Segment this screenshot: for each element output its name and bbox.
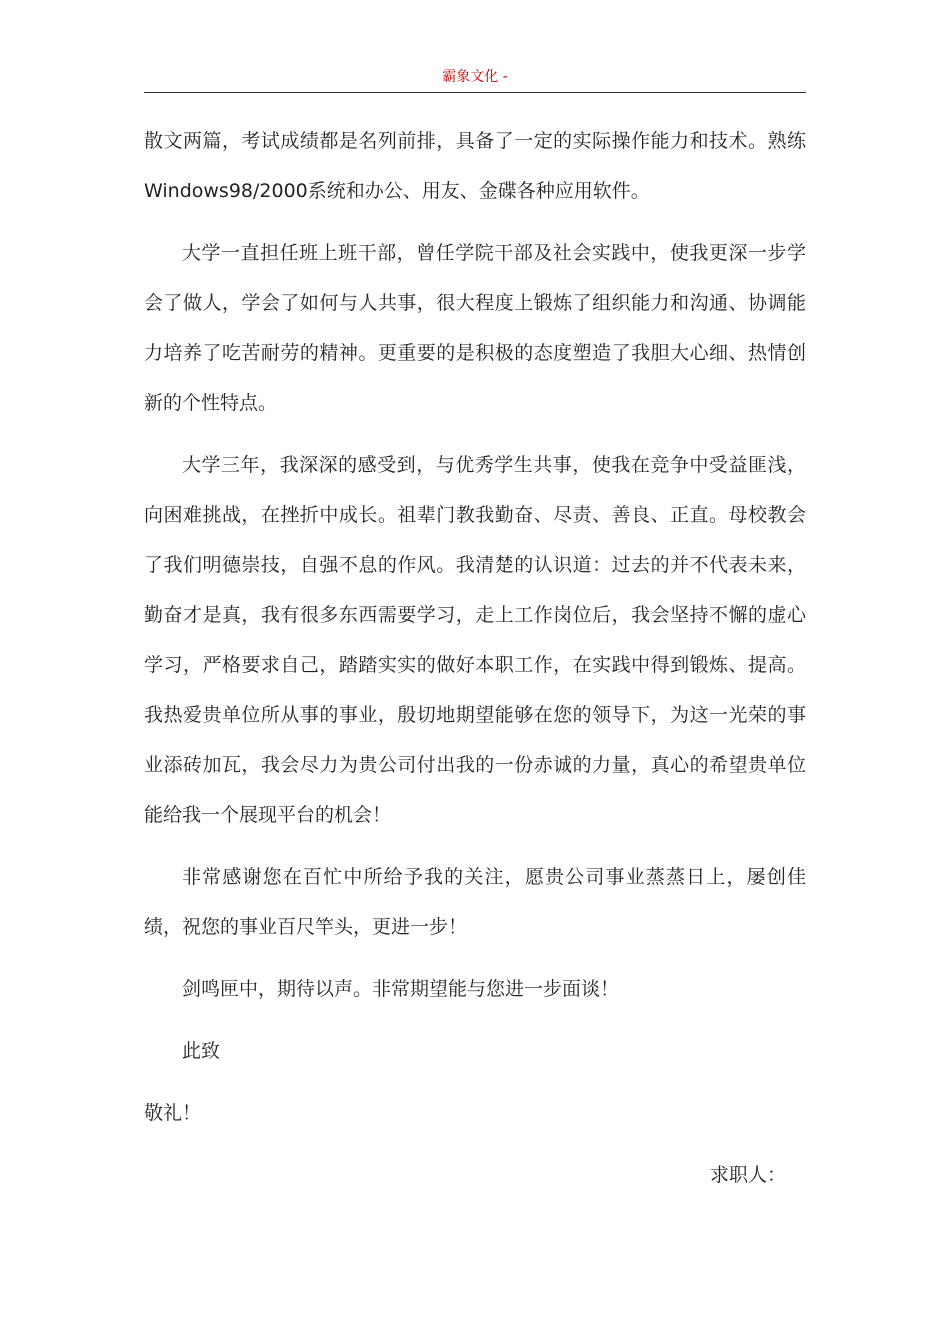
header-title: 霸象文化 - <box>442 69 508 85</box>
paragraph-thanks: 非常感谢您在百忙中所给予我的关注，愿贵公司事业蒸蒸日上，屡创佳绩，祝您的事业百尺竿头，更进一步！ <box>144 866 806 938</box>
paragraph-leadership: 大学一直担任班上班干部，曾任学院干部及社会实践中，使我更深一步学会了做人，学会了如何与人共事，很大程度上锻炼了组织能力和沟通、协调能力培养了吃苦耐劳的精神。更重要的是积极的态度塑造了我胆大心细、热情创新的个性特点。 <box>144 242 806 414</box>
paragraph-skills: 散文两篇，考试成绩都是名列前排，具备了一定的实际操作能力和技术。熟练Windows98/2000系统和办公、用友、金碟各种应用软件。 <box>144 130 806 202</box>
letter-body <box>144 116 806 1212</box>
paragraph-experience: 大学三年，我深深的感受到，与优秀学生共事，使我在竞争中受益匪浅，向困难挑战，在挫折中成长。祖辈门教我勤奋、尽责、善良、正直。母校教会了我们明德崇技，自强不息的作风。我清楚的认识道：过去的并不代表未来，勤奋才是真，我有很多东西需要学习，走上工作岗位后，我会坚持不懈的虚心学习，严格要求自己，踏踏实实的做好本职工作，在实践中得到锻炼、提高。我热爱贵单位所从事的事业，殷切地期望能够在您的领导下，为这一光荣的事业添砖加瓦，我会尽力为贵公司付出我的一份赤诚的力量，真心的希望贵单位能给我一个展现平台的机会！ <box>144 454 806 826</box>
salutation-jingli: 敬礼！ <box>144 1102 202 1124</box>
paragraph-closing: 剑鸣匣中，期待以声。非常期望能与您进一步面谈！ <box>182 978 620 1000</box>
signature-line: 求职人： <box>709 1164 786 1186</box>
page-header <box>144 62 806 93</box>
salutation-cizhi: 此致 <box>182 1040 221 1062</box>
